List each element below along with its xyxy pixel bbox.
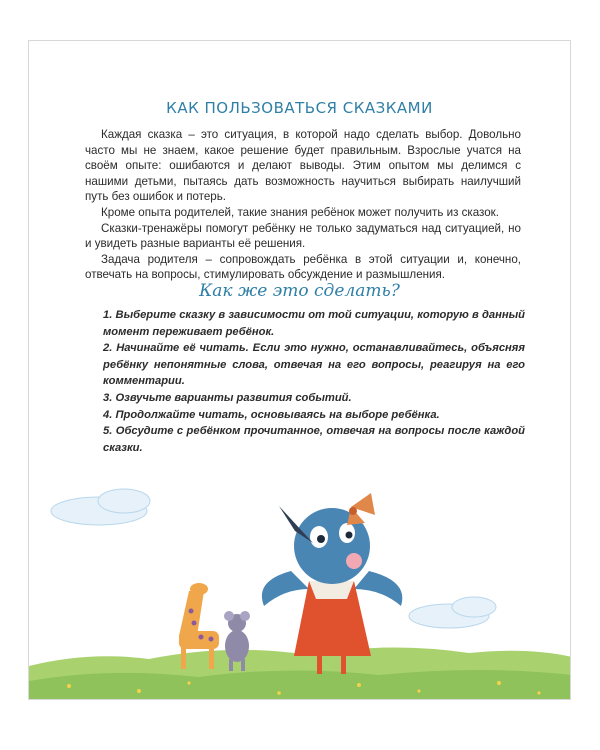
intro-paragraph: Сказки-тренажёры помогут ребёнку не только задуматься над ситуацией, но и увидеть разные варианты её решения. bbox=[85, 221, 521, 251]
step-item: 5. Обсудите с ребёнком прочитанное, отвечая на вопросы после каждой сказки. bbox=[103, 425, 525, 454]
section-subtitle: Как же это сделать? bbox=[199, 281, 400, 301]
intro-paragraph: Задача родителя – сопровождать ребёнка в этой ситуации и, конечно, отвечать на вопросы, стимулировать обсуждение и размышления. bbox=[85, 252, 521, 282]
steps-list bbox=[103, 307, 525, 456]
book-page bbox=[28, 40, 571, 700]
step-item: 2. Начинайте её читать. Если это нужно, останавливайтесь, объясняя ребёнку непонятные слова, отвечая на его вопросы, реагируя на его комментарии. bbox=[103, 342, 525, 388]
intro-text bbox=[85, 127, 521, 283]
step-item: 4. Продолжайте читать, основываясь на выборе ребёнка. bbox=[103, 408, 440, 421]
step-item: 1. Выберите сказку в зависимости от той ситуации, которую в данный момент переживает ребёнок. bbox=[103, 309, 525, 338]
bird-character-icon bbox=[262, 493, 402, 674]
page-title: КАК ПОЛЬЗОВАТЬСЯ СКАЗКАМИ bbox=[166, 99, 433, 117]
intro-paragraph: Кроме опыта родителей, такие знания ребёнок может получить из сказок. bbox=[101, 205, 499, 219]
cloud-icon bbox=[51, 489, 496, 628]
intro-paragraph: Каждая сказка – это ситуация, в которой надо сделать выбор. Довольно часто мы не знаем, какое решение будет правильным. Взрослые учатся на своём опыте: ошибаются и делают выводы. Этим опытом мы делимся с нашими детьми, пытаясь дать возможность научиться выбирать наилучший путь без ошибок и потерь. bbox=[85, 128, 521, 204]
illustration bbox=[29, 471, 571, 700]
step-item: 3. Озвучьте варианты развития событий. bbox=[103, 391, 352, 404]
